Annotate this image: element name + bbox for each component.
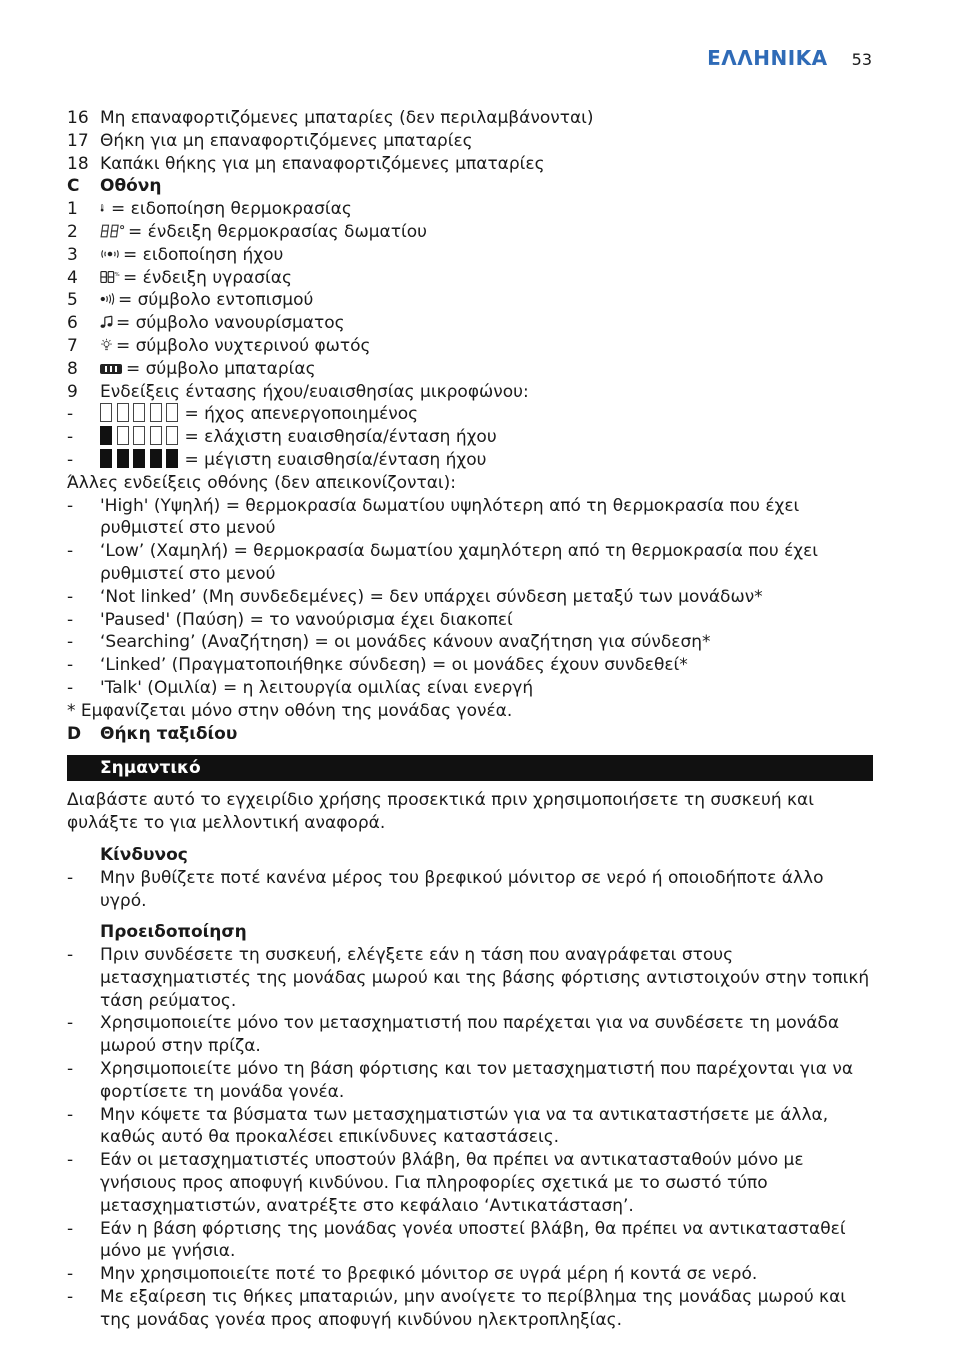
bullet-dash: - — [67, 1218, 74, 1239]
page-number: 53 — [851, 50, 872, 69]
display-text: = σύμβολο νανουρίσματος — [116, 313, 345, 334]
svg-text:%: % — [114, 271, 120, 278]
display-item — [67, 267, 873, 290]
bullet-dash: - — [67, 541, 74, 562]
level-segment — [133, 449, 145, 468]
display-number: 1 — [67, 199, 78, 220]
danger-list — [67, 867, 873, 913]
level-segment — [150, 403, 162, 422]
display-text: = ειδοποίηση θερμοκρασίας — [111, 199, 352, 220]
display-item — [67, 381, 873, 404]
bullet-dash: - — [67, 427, 74, 448]
level-text: = μέγιστη ευαισθησία/ένταση ήχου — [184, 449, 487, 470]
warning-heading: Προειδοποίηση — [100, 922, 247, 943]
sound-alert-icon — [100, 247, 120, 261]
page-content — [67, 107, 873, 1332]
display-text: = σύμβολο νυχτερινού φωτός — [116, 335, 371, 356]
level-list — [67, 403, 873, 471]
level-segment — [117, 449, 129, 468]
bullet-dash: - — [67, 449, 74, 470]
important-intro: Διαβάστε αυτό το εγχειρίδιο χρήσης προσεκτικά πριν χρησιμοποιήσετε τη συσκευή και φυλάξτε το για μελλοντική αναφορά. — [67, 790, 814, 834]
bullet-text: 'Paused' (Παύση) = το νανούρισμα έχει διακοπεί — [100, 609, 513, 630]
bullet-dash: - — [67, 1150, 74, 1171]
bullet-dash: - — [67, 1013, 74, 1034]
bullet-dash: - — [67, 1264, 74, 1285]
display-item — [67, 244, 873, 267]
warning-item — [67, 1149, 873, 1217]
level-text: = ελάχιστη ευαισθησία/ένταση ήχου — [184, 427, 497, 448]
bullet-text: ‘Low’ (Χαμηλή) = θερμοκρασία δωματίου χαμηλότερη από τη θερμοκρασία που έχει ρυθμιστεί στο μενού — [100, 541, 819, 584]
level-segment — [166, 403, 178, 422]
display-text: = ένδειξη θερμοκρασίας δωματίου — [128, 221, 427, 242]
section-c-heading — [67, 175, 873, 198]
night-light-icon — [100, 338, 113, 352]
bullet-text: 'High' (Υψηλή) = θερμοκρασία δωματίου υψηλότερη από τη θερμοκρασία που έχει ρυθμιστεί στο μενού — [100, 495, 800, 539]
danger-heading: Κίνδυνος — [100, 844, 188, 865]
part-number: 16 — [67, 108, 89, 128]
display-number: 3 — [67, 244, 78, 265]
language-label: ΕΛΛΗΝΙΚΑ — [707, 46, 828, 70]
display-item — [67, 335, 873, 358]
display-number: 8 — [67, 358, 78, 379]
level-item — [67, 403, 873, 426]
level-segment — [133, 403, 145, 422]
warning-item — [67, 1218, 873, 1264]
other-indication-item — [67, 654, 873, 677]
bullet-text: 'Talk' (Ομιλία) = η λειτουργία ομιλίας είναι ενεργή — [100, 677, 534, 698]
level-segment — [133, 426, 145, 445]
level-segment — [117, 403, 129, 422]
bullet-dash: - — [67, 586, 74, 607]
other-indication-item — [67, 586, 873, 609]
section-d-heading — [67, 723, 873, 746]
display-text: = σύμβολο εντοπισμού — [118, 290, 314, 311]
warning-item — [67, 1012, 873, 1058]
battery-icon — [100, 364, 122, 374]
level-item — [67, 449, 873, 472]
level-item — [67, 426, 873, 449]
part-number: 18 — [67, 153, 89, 174]
part-item — [67, 153, 873, 176]
level-segment — [166, 449, 178, 468]
display-text: = ειδοποίηση ήχου — [123, 244, 284, 265]
bullet-text: ‘Searching’ (Αναζήτηση) = οι μονάδες κάνουν αναζήτηση για σύνδεση* — [100, 632, 711, 653]
part-text: Μη επαναφορτιζόμενες μπαταρίες (δεν περιλαμβάνονται) — [100, 108, 594, 128]
warning-list — [67, 944, 873, 1332]
part-item — [67, 130, 873, 153]
bullet-dash: - — [67, 1104, 74, 1125]
display-item — [67, 221, 873, 244]
section-letter: C — [67, 176, 80, 197]
other-indication-item — [67, 677, 873, 700]
bullet-text: Πριν συνδέσετε τη συσκευή, ελέγξετε εάν η τάση που αναγράφεται στους μετασχηματιστές της μονάδας μωρού και της βάσης φόρτισης αντιστοιχούν στην τοπική τάση ρεύματος. — [100, 945, 870, 1011]
level-segment — [117, 426, 129, 445]
display-number: 5 — [67, 290, 78, 311]
other-indications-list — [67, 495, 873, 700]
bullet-dash: - — [67, 404, 74, 425]
display-text: Ενδείξεις έντασης ήχου/ευαισθησίας μικροφώνου: — [100, 381, 529, 402]
bullet-text: Μην κόψετε τα βύσματα των μετασχηματιστών για να τα αντικαταστήσετε με άλλα, καθώς αυτό θα προκαλέσει επικίνδυνες καταστάσεις. — [100, 1104, 829, 1148]
part-text: Θήκη για μη επαναφορτιζόμενες μπαταρίες — [100, 130, 473, 151]
bullet-dash: - — [67, 1287, 74, 1308]
display-number: 2 — [67, 221, 78, 242]
display-item — [67, 198, 873, 221]
display-item — [67, 358, 873, 381]
level-segment — [100, 449, 112, 468]
humidity-digits-icon — [100, 270, 120, 284]
bullet-dash: - — [67, 655, 74, 676]
bullet-text: Εάν οι μετασχηματιστές υποστούν βλάβη, θα πρέπει να αντικατασταθούν μόνο με γνήσιους προς αποφυγή κινδύνου. Για πληροφορίες σχετικά με το σωστό τύπο μετασχηματιστών, ανατρέξτε στο κεφάλαιο ‘Αντικατάσταση’. — [100, 1150, 804, 1216]
level-segment — [100, 426, 112, 445]
section-title: Οθόνη — [100, 176, 162, 197]
level-text: = ήχος απενεργοποιημένος — [184, 404, 419, 425]
part-item — [67, 107, 873, 130]
bullet-dash: - — [67, 609, 74, 630]
other-indication-item — [67, 540, 873, 586]
level-bar-icon — [100, 449, 183, 472]
bullet-text: Μην βυθίζετε ποτέ κανένα μέρος του βρεφικού μόνιτορ σε νερό ή οποιοδήποτε άλλο υγρό. — [100, 867, 824, 911]
level-segment — [100, 403, 112, 422]
footnote: * Εμφανίζεται μόνο στην οθόνη της μονάδας γονέα. — [67, 700, 513, 721]
bullet-dash: - — [67, 495, 74, 516]
bullet-text: Εάν η βάση φόρτισης της μονάδας γονέα υποστεί βλάβη, θα πρέπει να αντικατασταθεί μόνο με γνήσια. — [100, 1218, 846, 1262]
bullet-text: ‘Linked’ (Πραγματοποιήθηκε σύνδεση) = οι μονάδες έχουν συνδεθεί* — [100, 655, 688, 676]
display-number: 9 — [67, 381, 78, 402]
other-indication-item — [67, 609, 873, 632]
bullet-dash: - — [67, 867, 74, 888]
bullet-text: Με εξαίρεση τις θήκες μπαταριών, μην ανοίγετε το περίβλημα της μονάδας μωρού και της μονάδας γονέα προς αποφυγή κινδύνου ηλεκτροπληξίας. — [100, 1287, 847, 1330]
warning-item — [67, 1286, 873, 1332]
bullet-text: ‘Not linked’ (Μη συνδεδεμένες) = δεν υπάρχει σύνδεση μεταξύ των μονάδων* — [100, 586, 763, 607]
display-number: 7 — [67, 335, 78, 356]
display-number: 4 — [67, 267, 78, 288]
level-segment — [150, 426, 162, 445]
other-indication-item — [67, 495, 873, 541]
bullet-dash: - — [67, 677, 74, 698]
level-bar-icon — [100, 426, 183, 449]
music-note-icon — [100, 315, 113, 329]
display-item — [67, 289, 873, 312]
display-text: = ένδειξη υγρασίας — [123, 267, 292, 288]
bullet-dash: - — [67, 1059, 74, 1080]
part-number: 17 — [67, 130, 89, 151]
level-bar-icon — [100, 403, 183, 426]
warning-item — [67, 1058, 873, 1104]
warning-item — [67, 1263, 873, 1286]
danger-item — [67, 867, 873, 913]
other-indications-intro: Άλλες ενδείξεις οθόνης (δεν απεικονίζονται): — [67, 472, 457, 493]
section-title: Θήκη ταξιδίου — [100, 723, 238, 744]
bullet-text: Μην χρησιμοποιείτε ποτέ το βρεφικό μόνιτορ σε υγρά μέρη ή κοντά σε νερό. — [100, 1264, 758, 1285]
bullet-text: Χρησιμοποιείτε μόνο τη βάση φόρτισης και τον μετασχηματιστή που παρέχονται για να φορτίσετε τη μονάδα γονέα. — [100, 1059, 854, 1102]
temperature-digits-icon — [100, 224, 125, 238]
thermometer-icon — [100, 201, 108, 215]
bullet-text: Χρησιμοποιείτε μόνο τον μετασχηματιστή που παρέχεται για να συνδέσετε τη μονάδα μωρού στην πρίζα. — [100, 1013, 840, 1057]
other-indication-item — [67, 631, 873, 654]
bullet-dash: - — [67, 632, 74, 653]
section-letter: D — [67, 723, 82, 744]
page-header — [707, 47, 872, 72]
display-number: 6 — [67, 313, 78, 334]
bullet-dash: - — [67, 945, 74, 966]
warning-item — [67, 1104, 873, 1150]
important-banner: Σημαντικό — [67, 755, 873, 781]
level-segment — [150, 449, 162, 468]
warning-item — [67, 944, 873, 1012]
locate-icon — [100, 292, 115, 306]
part-text: Καπάκι θήκης για μη επαναφορτιζόμενες μπαταρίες — [100, 153, 545, 174]
level-segment — [166, 426, 178, 445]
display-item — [67, 312, 873, 335]
display-text: = σύμβολο μπαταρίας — [126, 358, 316, 379]
